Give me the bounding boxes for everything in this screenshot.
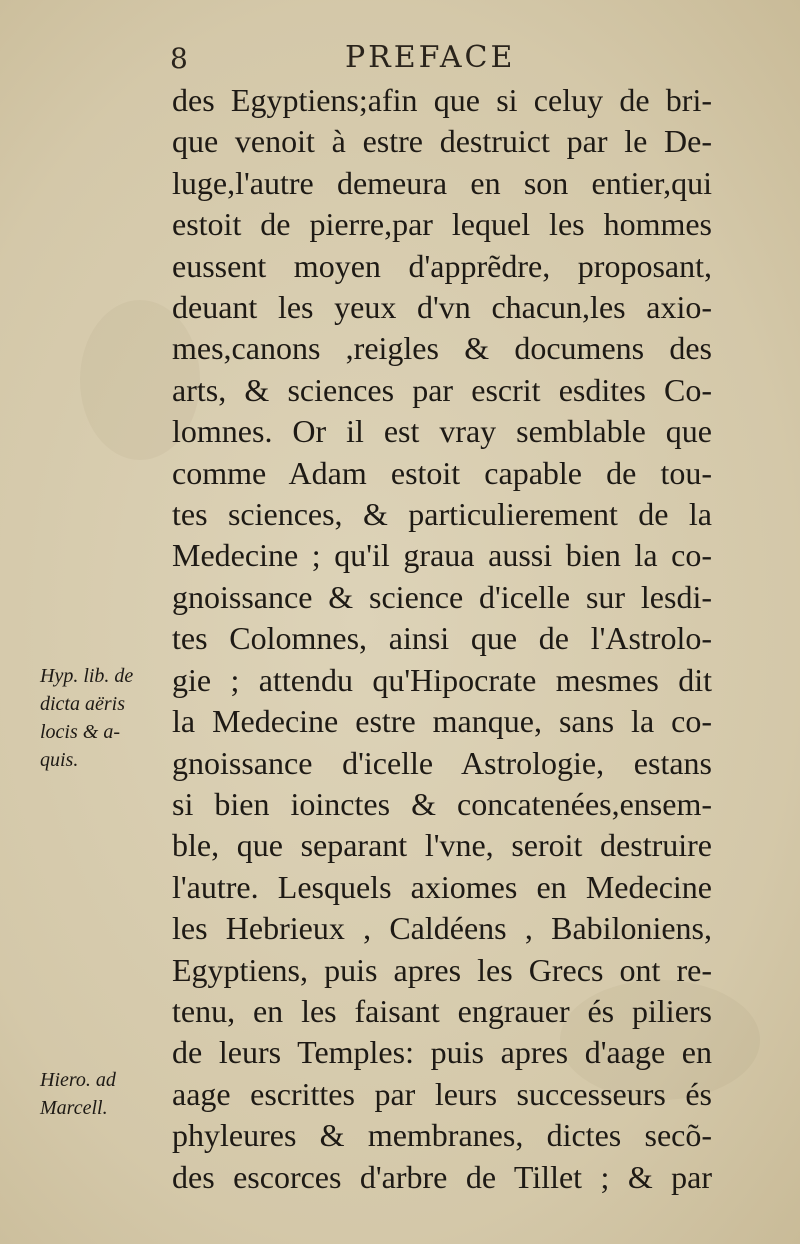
text-line: eussent moyen d'apprẽdre, proposant, [172,247,712,284]
margin-note-line: dicta aëris [40,693,125,715]
text-line: que venoit à estre destruict par le De- [172,123,712,160]
text-line: phyleures & membranes, dictes secõ- [172,1117,712,1154]
text-line: lomnes. Or il est vray semblable que [172,413,712,450]
margin-note-line: Marcell. [40,1097,108,1119]
text-line: tes Colomnes, ainsi que de l'Astrolo- [172,620,712,657]
text-line: des Egyptiens;afin que si celuy de bri- [172,82,712,118]
text-line: la Medecine estre manque, sans la co- [172,703,712,740]
margin-note-line: Hyp. lib. de [40,665,134,687]
text-line: Egyptiens, puis apres les Grecs ont re- [172,951,712,988]
text-line: mes,canons ,reigles & documens des [172,330,712,367]
text-line: ble, que separant l'vne, seroit destruire [172,827,712,864]
body-text [172,80,712,1198]
text-line: tes sciences, & particulierement de la [172,496,712,533]
text-line: l'autre. Lesquels axiomes en Medecine [172,868,712,905]
text-line: aage escrittes par leurs successeurs és [172,1075,712,1112]
text-line: de leurs Temples: puis apres d'aage en [172,1034,712,1071]
text-line: Medecine ; qu'il graua aussi bien la co- [172,537,712,574]
margin-note-jerome [40,1066,116,1122]
text-line: gie ; attendu qu'Hipocrate mesmes dit [172,661,712,698]
running-head: PREFACE [345,40,516,75]
text-line: gnoissance & science d'icelle sur lesdi- [172,578,712,615]
text-line: les Hebrieux , Caldéens , Babiloniens, [172,910,712,947]
text-line: estoit de pierre,par lequel les hommes [172,206,712,243]
text-line: deuant les yeux d'vn chacun,les axio- [172,289,712,326]
text-line: luge,l'autre demeura en son entier,qui [172,164,712,201]
text-line: des escorces d'arbre de Tillet ; & par [172,1158,712,1195]
margin-note-hippocrates [40,662,133,774]
text-line: tenu, en les faisant engrauer és piliers [172,992,712,1029]
margin-note-line: locis & a- [40,721,120,743]
text-line: si bien ioinctes & concatenées,ensem- [172,785,712,822]
text-line: gnoissance d'icelle Astrologie, estans [172,744,712,781]
text-line: arts, & sciences par escrit esdites Co- [172,371,712,408]
margin-note-line: quis. [40,749,79,771]
text-line: comme Adam estoit capable de tou- [172,454,712,491]
page-number: 8 [170,42,188,75]
margin-note-line: Hiero. ad [40,1069,116,1091]
